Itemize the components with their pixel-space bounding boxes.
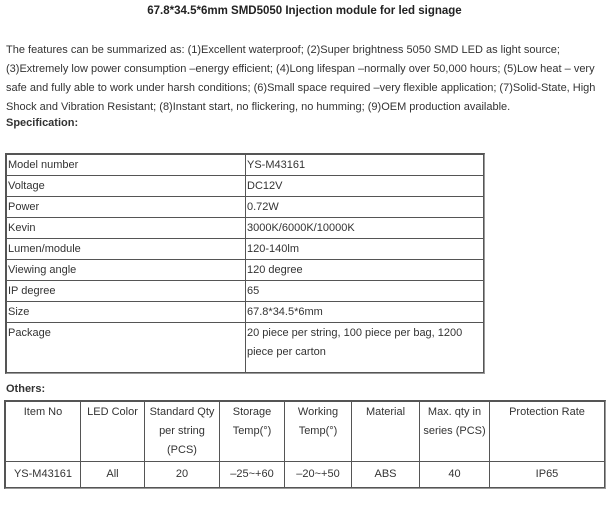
specification-heading: Specification:	[6, 117, 79, 129]
spec-row	[7, 155, 484, 176]
column-header-storage-temp: Storage Temp(°)	[220, 402, 285, 462]
column-header-item-no: Item No	[6, 402, 81, 462]
spec-row	[7, 197, 484, 218]
cell-led-color: All	[81, 462, 145, 488]
spec-key: Viewing angle	[7, 260, 246, 281]
spec-value: DC12V	[246, 176, 484, 197]
spec-value: 65	[246, 281, 484, 302]
spec-value: 120-140lm	[246, 239, 484, 260]
spec-value: 0.72W	[246, 197, 484, 218]
table-row	[6, 462, 605, 488]
cell-protection-rate: IP65	[490, 462, 605, 488]
spec-value: 120 degree	[246, 260, 484, 281]
column-header-working-temp: Working Temp(°)	[285, 402, 352, 462]
page-title: 67.8*34.5*6mm SMD5050 Injection module for led signage	[147, 5, 462, 17]
cell-standard-qty: 20	[145, 462, 220, 488]
spec-row	[7, 281, 484, 302]
spec-key: Size	[7, 302, 246, 323]
column-header-protection-rate: Protection Rate	[490, 402, 605, 462]
others-table	[4, 400, 606, 489]
spec-key: IP degree	[7, 281, 246, 302]
column-header-material: Material	[352, 402, 420, 462]
spec-row	[7, 239, 484, 260]
spec-key: Model number	[7, 155, 246, 176]
spec-value: 3000K/6000K/10000K	[246, 218, 484, 239]
specification-table	[5, 153, 485, 374]
others-header-row	[6, 402, 605, 462]
others-heading: Others:	[6, 383, 46, 395]
cell-item-no: YS-M43161	[6, 462, 81, 488]
column-header-standard-qty: Standard Qty per string (PCS)	[145, 402, 220, 462]
cell-max-qty: 40	[420, 462, 490, 488]
column-header-max-qty: Max. qty in series (PCS)	[420, 402, 490, 462]
spec-value: YS-M43161	[246, 155, 484, 176]
spec-key: Kevin	[7, 218, 246, 239]
spec-key: Package	[7, 323, 246, 373]
spec-row	[7, 260, 484, 281]
spec-key: Voltage	[7, 176, 246, 197]
spec-key: Power	[7, 197, 246, 218]
spec-row	[7, 218, 484, 239]
spec-key: Lumen/module	[7, 239, 246, 260]
spec-row	[7, 302, 484, 323]
spec-row	[7, 323, 484, 373]
spec-row	[7, 176, 484, 197]
cell-material: ABS	[352, 462, 420, 488]
features-paragraph: The features can be summarized as: (1)Excellent waterproof; (2)Super brightness 5050 SMD LED as light source; (3)Extremely low power consumption –energy efficient; (4)Long lifespan –normally over 50,000 hours; (5)Low heat – very safe and fully able to work under harsh conditions; (6)Small space required –very flexible application; (7)Solid-State, High Shock and Vibration Resistant; (8)Instant start, no flickering, no humming; (9)OEM production available.	[6, 44, 596, 113]
spec-value: 67.8*34.5*6mm	[246, 302, 484, 323]
spec-value: 20 piece per string, 100 piece per bag, 1200 piece per carton	[246, 323, 484, 373]
cell-working-temp: –20~+50	[285, 462, 352, 488]
cell-storage-temp: –25~+60	[220, 462, 285, 488]
column-header-led-color: LED Color	[81, 402, 145, 462]
